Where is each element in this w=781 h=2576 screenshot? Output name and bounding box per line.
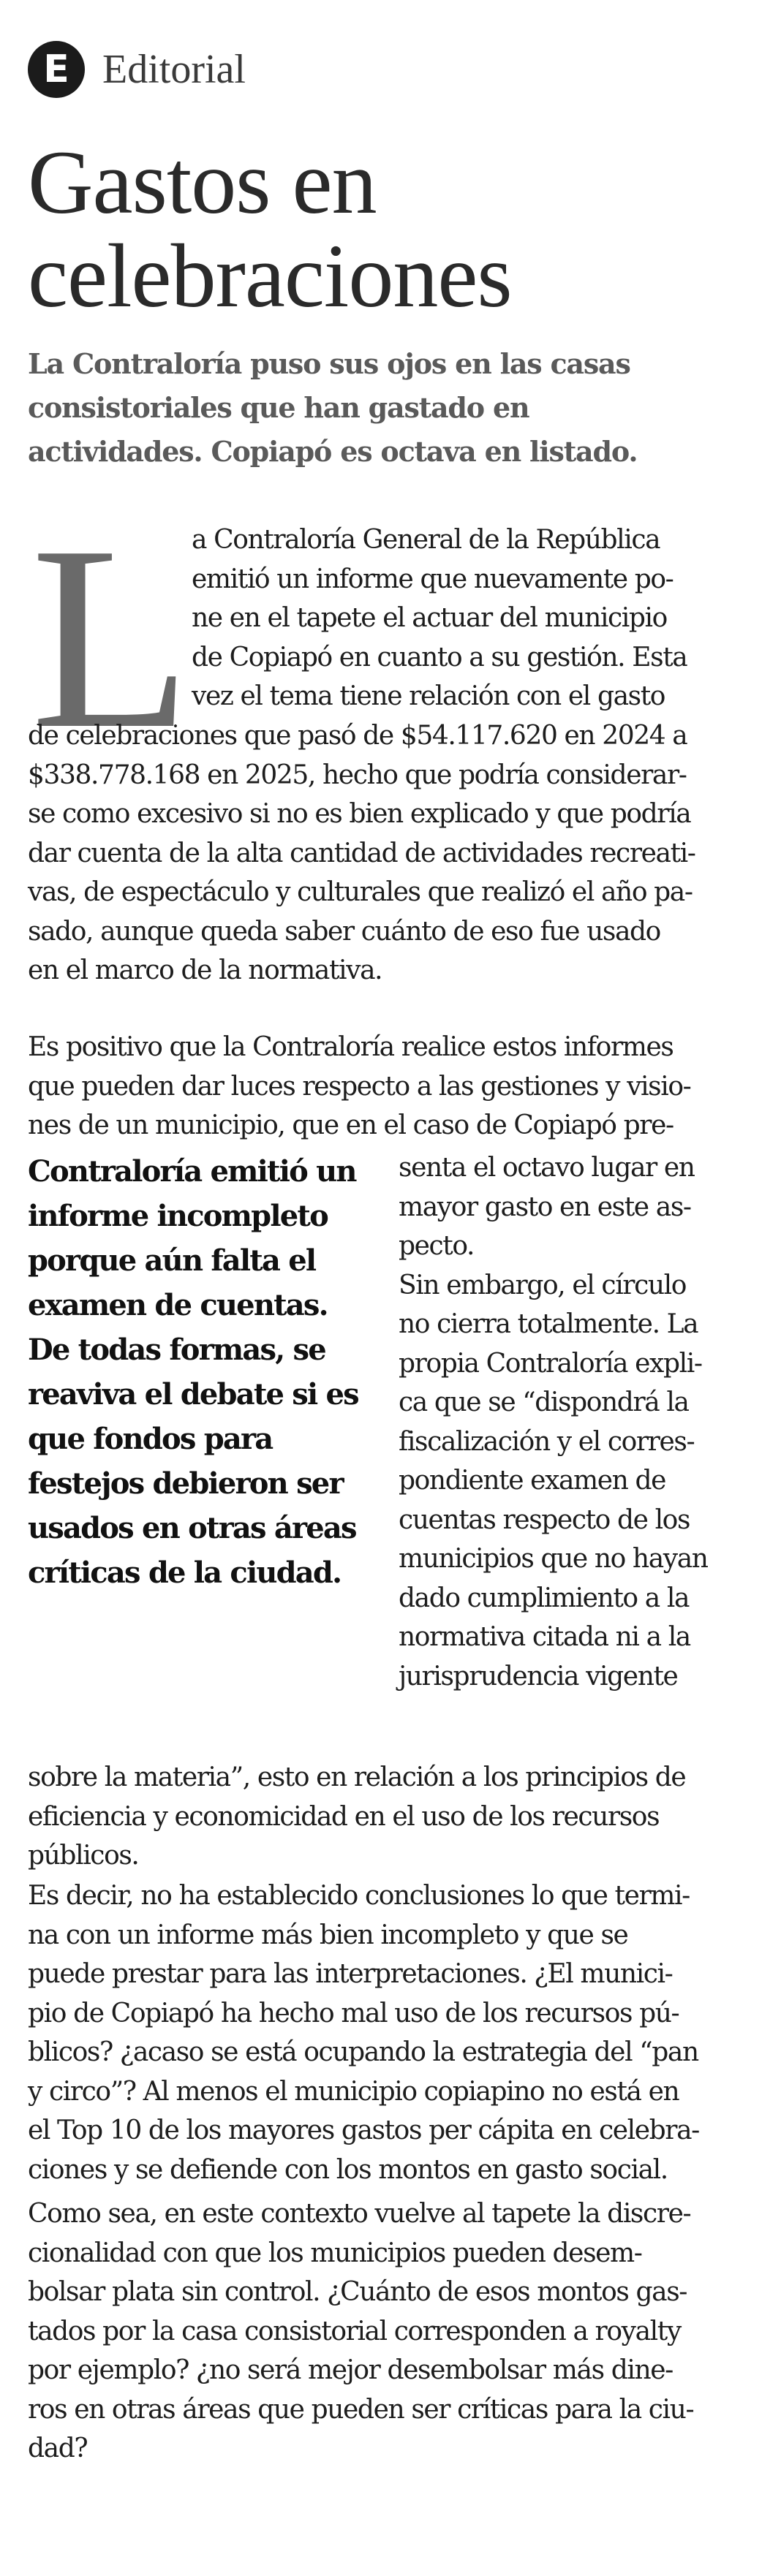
text-line: tados por la casa consistorial corresponden a royalty [28, 2316, 681, 2346]
title-line: Gastos en [28, 132, 377, 232]
text-line: $338.778.168 en 2025, hecho que podría considerar- [28, 759, 687, 790]
pullquote-line: usados en otras áreas [28, 1511, 356, 1545]
text-line: fiscalización y el corres- [399, 1426, 695, 1457]
text-line: eficiencia y economicidad en el uso de los recursos [28, 1801, 660, 1832]
paragraph-narrow-column [399, 1148, 769, 1696]
pullquote-line: examen de cuentas. [28, 1288, 328, 1322]
text-line: dado cumplimiento a la [399, 1583, 690, 1613]
paragraph-4 [28, 1876, 769, 2189]
text-line: se como excesivo si no es bien explicado y que podría [28, 799, 691, 829]
lead-line: consistoriales que han gastado en [28, 391, 529, 424]
paragraph-3-continued [28, 1758, 769, 1876]
text-line: na con un informe más bien incompleto y que se [28, 1920, 628, 1950]
paragraph-2 [28, 1028, 769, 1145]
paragraph-5 [28, 2194, 769, 2469]
text-line: ca que se “dispondrá la [399, 1387, 689, 1417]
text-line: jurisprudencia vigente [399, 1661, 678, 1692]
text-line: ros en otras áreas que pueden ser críticas para la ciu- [28, 2394, 694, 2425]
editorial-logo-badge [28, 41, 85, 98]
drop-cap: L [31, 491, 192, 783]
section-label: Editorial [102, 47, 246, 92]
lead-line: actividades. Copiapó es octava en listado. [28, 435, 638, 468]
text-line: Sin embargo, el círculo [399, 1270, 687, 1300]
text-line: por ejemplo? ¿no será mejor desembolsar más dine- [28, 2355, 673, 2385]
pull-quote [28, 1149, 390, 1595]
pullquote-line: que fondos para [28, 1422, 273, 1456]
text-line: Es decir, no ha establecido conclusiones lo que termi- [28, 1881, 690, 1911]
text-line: públicos. [28, 1841, 139, 1871]
text-line: dar cuenta de la alta cantidad de actividades recreati- [28, 838, 695, 868]
pullquote-line: Contraloría emitió un [28, 1154, 356, 1189]
text-line: sobre la materia”, esto en relación a los principios de [28, 1762, 686, 1792]
text-line: Es positivo que la Contraloría realice estos informes [28, 1032, 674, 1062]
text-line: mayor gasto en este as- [399, 1192, 691, 1222]
article-lead [28, 342, 759, 474]
text-line: cionalidad con que los municipios pueden desem- [28, 2238, 642, 2268]
text-line: Como sea, en este contexto vuelve al tapete la discre- [28, 2199, 691, 2229]
pullquote-line: críticas de la ciudad. [28, 1556, 342, 1590]
text-line: normativa citada ni a la [399, 1622, 690, 1652]
text-line: pecto. [399, 1231, 475, 1261]
text-line: dad? [28, 2433, 88, 2463]
text-line: cuentas respecto de los [399, 1504, 690, 1535]
text-line: vas, de espectáculo y culturales que realizó el año pa- [28, 877, 693, 907]
text-line: ne en el tapete el actuar del municipio [192, 603, 667, 633]
text-line: el Top 10 de los mayores gastos per cápita en celebra- [28, 2115, 699, 2145]
lead-line: La Contraloría puso sus ojos en las casas [28, 347, 630, 380]
section-header [28, 29, 246, 110]
pullquote-line: informe incompleto [28, 1199, 328, 1233]
text-line: puede prestar para las interpretaciones. ¿El munici- [28, 1959, 673, 1989]
pullquote-line: festejos debieron ser [28, 1466, 343, 1501]
pullquote-line: porque aún falta el [28, 1243, 316, 1278]
text-line: senta el octavo lugar en [399, 1153, 695, 1183]
paragraph-1-continued [28, 716, 769, 990]
text-line: emitió un informe que nuevamente po- [192, 564, 674, 594]
text-line: blicos? ¿acaso se está ocupando la estrategia del “pan [28, 2037, 698, 2067]
text-line: pondiente examen de [399, 1466, 666, 1496]
text-line: no cierra totalmente. La [399, 1309, 698, 1339]
text-line: municipios que no hayan [399, 1544, 708, 1574]
text-line: de Copiapó en cuanto a su gestión. Esta [192, 642, 687, 673]
text-line: que pueden dar luces respecto a las gestiones y visio- [28, 1071, 691, 1102]
text-line: a Contraloría General de la República [192, 525, 660, 555]
text-line: nes de un municipio, que en el caso de Copiapó pre- [28, 1110, 674, 1140]
paragraph-1-wrapped [192, 520, 769, 716]
text-line: en el marco de la normativa. [28, 955, 382, 985]
pullquote-line: reaviva el debate si es [28, 1377, 358, 1412]
text-line: pio de Copiapó ha hecho mal uso de los recursos pú- [28, 1998, 679, 2028]
pullquote-line: De todas formas, se [28, 1333, 325, 1367]
text-line: vez el tema tiene relación con el gasto [192, 681, 665, 711]
text-line: y circo”? Al menos el municipio copiapino no está en [28, 2076, 679, 2107]
text-line: de celebraciones que pasó de $54.117.620 en 2024 a [28, 721, 687, 751]
text-line: propia Contraloría expli- [399, 1348, 702, 1379]
text-line: ciones y se defiende con los montos en gasto social. [28, 2154, 668, 2185]
text-line: bolsar plata sin control. ¿Cuánto de esos montos gas- [28, 2277, 687, 2307]
text-line: sado, aunque queda saber cuánto de eso fue usado [28, 916, 660, 947]
logo-letter: E [43, 48, 69, 91]
title-line: celebraciones [28, 226, 512, 326]
article-title [28, 132, 759, 326]
